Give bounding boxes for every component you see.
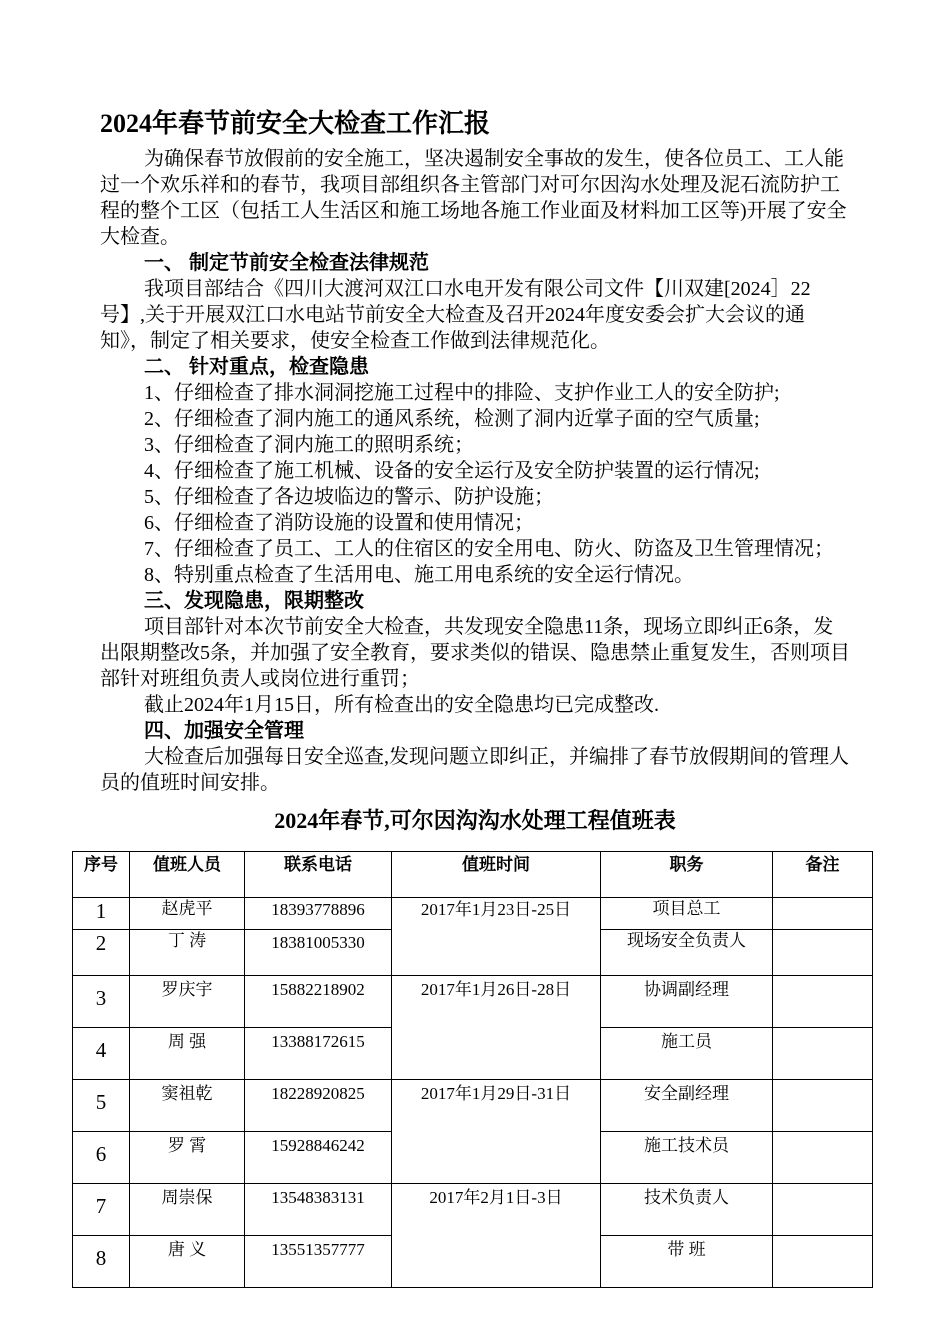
row-note xyxy=(773,1184,873,1236)
row-no: 1 xyxy=(73,898,130,930)
row-no: 2 xyxy=(73,930,130,976)
row-phone: 18228920825 xyxy=(245,1080,392,1132)
check-item: 1、仔细检查了排水洞洞挖施工过程中的排险、支护作业工人的安全防护; xyxy=(144,382,780,404)
row-role: 安全副经理 xyxy=(601,1080,773,1132)
section-4-heading: 四、加强安全管理 xyxy=(144,720,304,742)
row-role: 现场安全负责人 xyxy=(601,930,773,976)
check-item: 2、仔细检查了洞内施工的通风系统，检测了洞内近掌子面的空气质量; xyxy=(144,408,760,430)
row-name: 周 强 xyxy=(130,1028,245,1080)
row-note xyxy=(773,1236,873,1288)
row-role: 施工员 xyxy=(601,1028,773,1080)
row-time: 2017年1月23日-25日 xyxy=(392,898,601,976)
row-role: 施工技术员 xyxy=(601,1132,773,1184)
table-header-row xyxy=(73,852,873,898)
row-phone: 18393778896 xyxy=(245,898,392,930)
check-item: 8、特别重点检查了生活用电、施工用电系统的安全运行情况。 xyxy=(144,564,694,586)
row-phone: 13388172615 xyxy=(245,1028,392,1080)
row-name: 罗庆宇 xyxy=(130,976,245,1028)
check-item: 5、仔细检查了各边坡临边的警示、防护设施； xyxy=(144,486,554,508)
header-name: 值班人员 xyxy=(130,852,245,898)
row-phone: 13551357777 xyxy=(245,1236,392,1288)
row-note xyxy=(773,898,873,930)
section-2-heading: 二、 针对重点，检查隐患 xyxy=(144,356,369,378)
table-row xyxy=(73,1184,873,1236)
document-title: 2024年春节前安全大检查工作汇报 xyxy=(100,109,491,138)
row-phone: 13548383131 xyxy=(245,1184,392,1236)
duty-table-title: 2024年春节,可尔因沟沟水处理工程值班表 xyxy=(274,808,676,833)
row-note xyxy=(773,1080,873,1132)
row-phone: 15928846242 xyxy=(245,1132,392,1184)
row-time: 2017年1月26日-28日 xyxy=(392,976,601,1080)
header-role: 职务 xyxy=(601,852,773,898)
header-time: 值班时间 xyxy=(392,852,601,898)
header-phone: 联系电话 xyxy=(245,852,392,898)
row-name: 窦祖乾 xyxy=(130,1080,245,1132)
section-1-heading: 一、 制定节前安全检查法律规范 xyxy=(144,252,429,274)
section-4-paragraph: 大检查后加强每日安全巡查,发现问题立即纠正，并编排了春节放假期间的管理人员的值班时间安排。 xyxy=(100,746,849,794)
row-note xyxy=(773,1132,873,1184)
row-no: 3 xyxy=(73,976,130,1028)
row-name: 罗 霄 xyxy=(130,1132,245,1184)
row-name: 周崇保 xyxy=(130,1184,245,1236)
row-no: 6 xyxy=(73,1132,130,1184)
row-name: 丁 涛 xyxy=(130,930,245,976)
row-no: 8 xyxy=(73,1236,130,1288)
section-1-paragraph: 我项目部结合《四川大渡河双江口水电开发有限公司文件【川双建[2024］22号】,关于开展双江口水电站节前安全大检查及召开2024年度安委会扩大会议的通知》，制定了相关要求，使安全检查工作做到法律规范化。 xyxy=(100,278,811,352)
check-item: 3、仔细检查了洞内施工的照明系统； xyxy=(144,434,474,456)
row-note xyxy=(773,976,873,1028)
section-3-paragraph: 项目部针对本次节前安全大检查，共发现安全隐患11条，现场立即纠正6条，发出限期整改5条，并加强了安全教育，要求类似的错误、隐患禁止重复发生，否则项目部针对班组负责人或岗位进行重罚； xyxy=(100,616,850,690)
header-no: 序号 xyxy=(73,852,130,898)
section-3-paragraph: 截止2024年1月15日，所有检查出的安全隐患均已完成整改. xyxy=(144,694,659,716)
row-name: 赵虎平 xyxy=(130,898,245,930)
row-note xyxy=(773,1028,873,1080)
table-row xyxy=(73,898,873,930)
document-body xyxy=(100,146,852,796)
row-no: 4 xyxy=(73,1028,130,1080)
row-no: 5 xyxy=(73,1080,130,1132)
row-time: 2017年1月29日-31日 xyxy=(392,1080,601,1184)
intro-paragraph: 为确保春节放假前的安全施工，坚决遏制安全事故的发生，使各位员工、工人能过一个欢乐祥和的春节，我项目部组织各主管部门对可尔因沟水处理及泥石流防护工程的整个工区（包括工人生活区和施工场地各施工作业面及材料加工区等)开展了安全大检查。 xyxy=(100,148,847,248)
duty-table xyxy=(72,851,873,1288)
check-item: 6、仔细检查了消防设施的设置和使用情况； xyxy=(144,512,534,534)
row-phone: 18381005330 xyxy=(245,930,392,976)
section-3-heading: 三、发现隐患，限期整改 xyxy=(144,590,364,612)
row-no: 7 xyxy=(73,1184,130,1236)
row-role: 带 班 xyxy=(601,1236,773,1288)
check-item: 7、仔细检查了员工、工人的住宿区的安全用电、防火、防盗及卫生管理情况； xyxy=(144,538,834,560)
header-note: 备注 xyxy=(773,852,873,898)
table-row xyxy=(73,1080,873,1132)
table-row xyxy=(73,976,873,1028)
row-role: 项目总工 xyxy=(601,898,773,930)
check-item: 4、仔细检查了施工机械、设备的安全运行及安全防护装置的运行情况; xyxy=(144,460,760,482)
row-note xyxy=(773,930,873,976)
row-role: 协调副经理 xyxy=(601,976,773,1028)
row-role: 技术负责人 xyxy=(601,1184,773,1236)
row-name: 唐 义 xyxy=(130,1236,245,1288)
row-time: 2017年2月1日-3日 xyxy=(392,1184,601,1288)
row-phone: 15882218902 xyxy=(245,976,392,1028)
